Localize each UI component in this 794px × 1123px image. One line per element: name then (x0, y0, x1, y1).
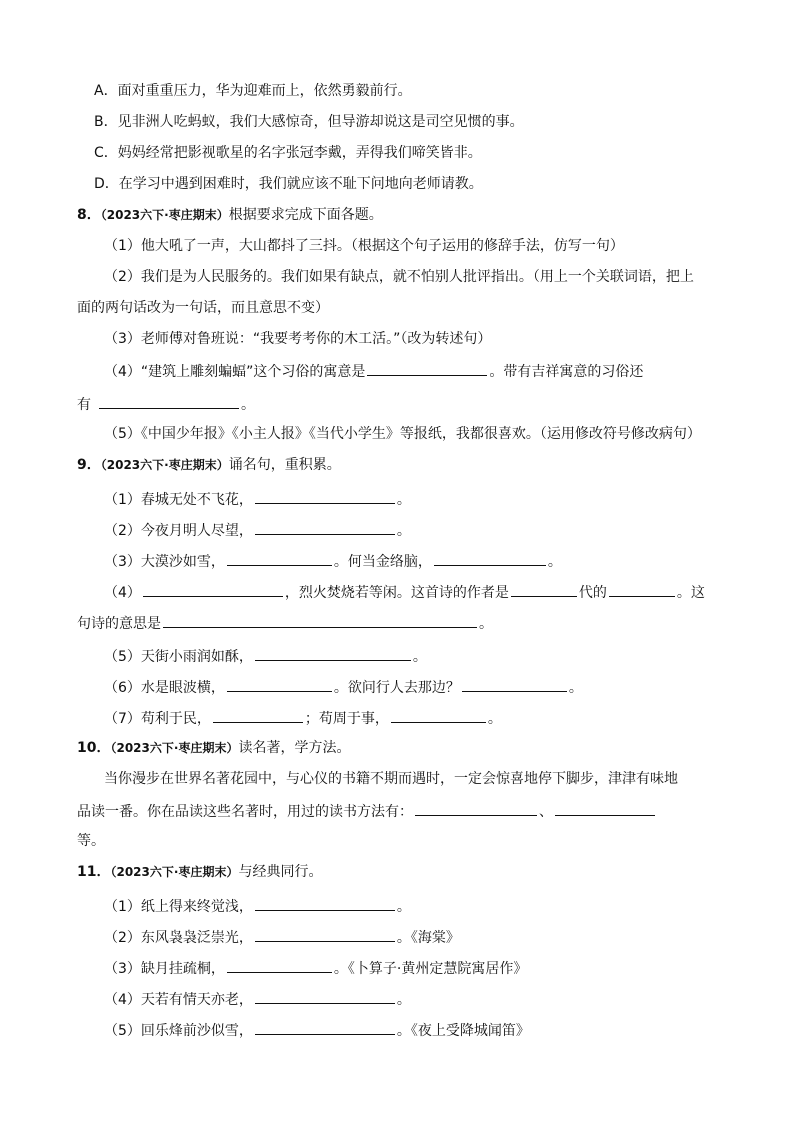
question-source: （2023六下·枣庄期末） (110, 741, 239, 755)
answer-blank[interactable] (99, 393, 239, 409)
text: 。 (396, 492, 411, 508)
question-title: 诵名句，重积累。 (228, 457, 341, 473)
text: 。 (568, 680, 583, 696)
q11-item-3 (104, 957, 527, 977)
answer-blank[interactable] (609, 581, 675, 597)
text: （2）东风袅袅泛崇光， (104, 930, 253, 946)
text: 。 (487, 711, 502, 727)
q9-item-3 (104, 550, 562, 570)
text: （5）天街小雨润如酥， (104, 649, 253, 665)
text: ，烈火焚烧若等闲。这首诗的作者是 (284, 585, 509, 601)
q11-item-1 (104, 895, 411, 915)
text: ；苟周于事， (304, 711, 389, 727)
text: （4）“建筑上雕刻蝙蝠”这个习俗的寓意是 (104, 364, 366, 380)
question-source: （2023六下·枣庄期末） (110, 865, 239, 879)
q11-item-5 (104, 1019, 530, 1039)
q9-item-2 (104, 519, 411, 539)
question-number: 11． (77, 864, 111, 880)
q9-item-7 (104, 707, 502, 727)
text: 。 (547, 554, 562, 570)
q9-item-4-line-1 (104, 581, 705, 601)
question-10-header (77, 738, 350, 758)
question-title: 根据要求完成下面各题。 (228, 207, 383, 223)
text: 。 (479, 616, 493, 632)
q10-paragraph-line-2 (77, 800, 657, 820)
text: （3）缺月挂疏桐， (104, 961, 225, 977)
answer-blank[interactable] (555, 800, 655, 816)
answer-blank[interactable] (143, 581, 283, 597)
text: 。《夜上受降城闻笛》 (396, 1023, 530, 1039)
option-d: D．在学习中遇到困难时，我们就应该不耻下问地向老师请教。 (94, 176, 483, 192)
q8-item-4-line-2 (77, 393, 255, 413)
text: 句诗的意思是 (77, 616, 161, 632)
text: （1）纸上得来终觉浅， (104, 899, 253, 915)
answer-blank[interactable] (391, 707, 486, 723)
q9-item-4-line-2 (77, 612, 493, 632)
answer-blank[interactable] (255, 926, 395, 942)
answer-blank[interactable] (511, 581, 577, 597)
text: （4）天若有情天亦老， (104, 992, 253, 1008)
q10-paragraph-line-1: 当你漫步在世界名著花园中，与心仪的书籍不期而遇时，一定会惊喜地停下脚步，津津有味地 (104, 771, 678, 787)
text: （2）今夜月明人尽望， (104, 523, 253, 539)
text: 有 (77, 397, 91, 413)
q8-item-5: （5）《中国少年报》《小主人报》《当代小学生》等报纸，我都很喜欢。（运用修改符号修改病句） (104, 426, 701, 442)
question-11-header (77, 862, 322, 882)
text: （6）水是眼波横， (104, 680, 225, 696)
answer-blank[interactable] (434, 550, 546, 566)
text: 。 (396, 899, 411, 915)
answer-blank[interactable] (227, 957, 332, 973)
q8-item-2-line-1: （2）我们是为人民服务的。我们如果有缺点，就不怕别人批评指出。（用上一个关联词语，把上 (104, 269, 694, 285)
question-title: 与经典同行。 (238, 864, 323, 880)
text: 。 (241, 397, 255, 413)
answer-blank[interactable] (255, 488, 395, 504)
text: 。 (396, 523, 411, 539)
text: 代的 (578, 585, 607, 601)
answer-blank[interactable] (255, 895, 395, 911)
question-number: 9． (77, 457, 101, 473)
text: 。带有吉祥寓意的习俗还 (489, 364, 644, 380)
text: 。《海棠》 (396, 930, 460, 946)
text: （4） (104, 585, 141, 601)
answer-blank[interactable] (462, 676, 567, 692)
text: 。 (412, 649, 427, 665)
text: 。《卜算子·黄州定慧院寓居作》 (333, 961, 528, 977)
q9-item-6 (104, 676, 583, 696)
text: （1）春城无处不飞花， (104, 492, 253, 508)
question-9-header (77, 455, 341, 475)
option-b: B．见非洲人吃蚂蚁，我们大感惊奇，但导游却说这是司空见惯的事。 (94, 114, 524, 130)
question-title: 读名著，学方法。 (238, 740, 351, 756)
question-source: （2023六下·枣庄期末） (100, 458, 229, 472)
text: 。 (396, 992, 411, 1008)
text: （3）大漠沙如雪， (104, 554, 225, 570)
q8-item-2-line-2: 面的两句话改为一句话，而且意思不变） (77, 300, 329, 316)
answer-blank[interactable] (163, 612, 477, 628)
q11-item-2 (104, 926, 460, 946)
text: 。欲问行人去那边？ (333, 680, 460, 696)
q8-item-1: （1）他大吼了一声，大山都抖了三抖。（根据这个句子运用的修辞手法，仿写一句） (104, 238, 624, 254)
q9-item-1 (104, 488, 411, 508)
answer-blank[interactable] (255, 1019, 395, 1035)
question-number: 8． (77, 207, 101, 223)
text: 。何当金络脑， (333, 554, 432, 570)
q11-item-4 (104, 988, 411, 1008)
option-c: C．妈妈经常把影视歌星的名字张冠李戴，弄得我们啼笑皆非。 (94, 145, 482, 161)
text: 、 (539, 804, 553, 820)
question-source: （2023六下·枣庄期末） (100, 208, 229, 222)
text: 。这 (676, 585, 705, 601)
answer-blank[interactable] (227, 550, 332, 566)
text: 品读一番。你在品读这些名著时，用过的读书方法有： (77, 804, 413, 820)
q10-paragraph-line-3: 等。 (77, 833, 105, 849)
answer-blank[interactable] (255, 645, 411, 661)
answer-blank[interactable] (213, 707, 303, 723)
q8-item-4-line-1 (104, 360, 643, 380)
answer-blank[interactable] (255, 988, 395, 1004)
text: （5）回乐烽前沙似雪， (104, 1023, 253, 1039)
q9-item-5 (104, 645, 427, 665)
answer-blank[interactable] (367, 360, 487, 376)
question-8-header (77, 205, 383, 225)
text: （7）苟利于民， (104, 711, 211, 727)
option-a: A．面对重重压力，华为迎难而上，依然勇毅前行。 (94, 83, 412, 99)
answer-blank[interactable] (227, 676, 332, 692)
q8-item-3: （3）老师傅对鲁班说：“我要考考你的木工活。”（改为转述句） (104, 331, 492, 347)
answer-blank[interactable] (415, 800, 537, 816)
question-number: 10． (77, 740, 111, 756)
answer-blank[interactable] (255, 519, 395, 535)
